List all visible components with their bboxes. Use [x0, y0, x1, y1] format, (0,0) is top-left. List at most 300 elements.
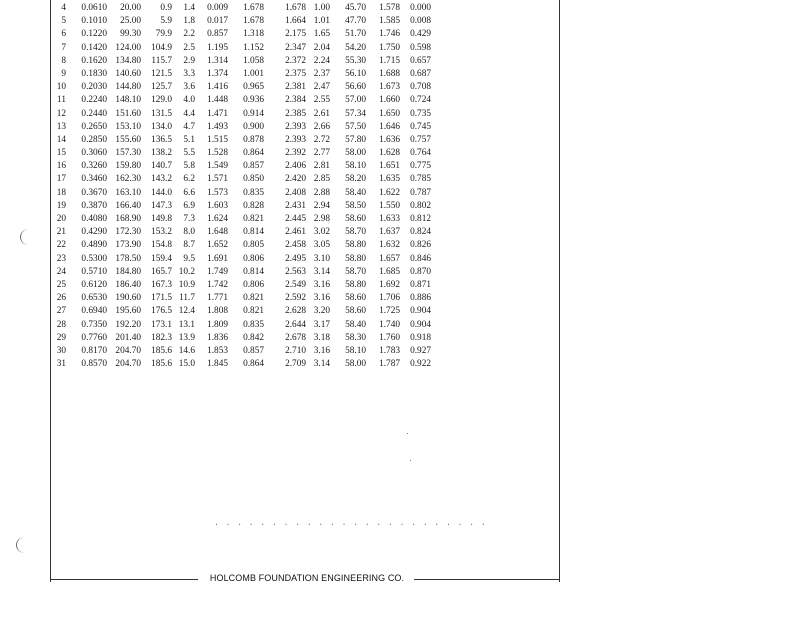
table-cell: 3.16	[313, 345, 330, 356]
table-cell: 0.708	[410, 82, 431, 93]
table-cell: 121.5	[151, 68, 172, 79]
table-cell: 0.1420	[81, 42, 107, 53]
table-cell: 0.846	[410, 253, 431, 264]
table-cell: 2.381	[285, 82, 306, 93]
table-cell: 2.175	[285, 29, 306, 40]
table-cell: 0.828	[243, 200, 264, 211]
table-cell: 1.195	[207, 42, 228, 53]
table-cell: 1.688	[379, 68, 400, 79]
table-cell: 2.495	[285, 253, 306, 264]
table-cell: 27	[56, 306, 66, 317]
table-cell: 195.60	[115, 306, 141, 317]
table-cell: 31	[56, 359, 66, 370]
table-cell: 58.60	[345, 293, 366, 304]
table-cell: 1.664	[285, 16, 306, 27]
table-cell: 144.0	[151, 187, 172, 198]
table-cell: 0.824	[410, 227, 431, 238]
table-cell: 2.37	[313, 68, 330, 79]
table-cell: 45.70	[345, 3, 366, 13]
table-cell: 20	[56, 214, 66, 224]
table-cell: 0.3060	[81, 148, 107, 159]
table-cell: 0.764	[410, 148, 431, 159]
table-cell: 1.637	[379, 227, 400, 238]
table-row	[60, 42, 500, 55]
table-cell: 134.0	[151, 121, 172, 132]
table-cell: 3.14	[313, 359, 330, 370]
table-cell: 8.7	[183, 240, 195, 251]
table-cell: 47.70	[345, 16, 366, 27]
table-cell: 124.00	[115, 42, 141, 53]
table-cell: 1.4	[183, 3, 195, 13]
table-cell: 125.7	[151, 82, 172, 93]
table-cell: 1.493	[207, 121, 228, 132]
table-cell: 0.4890	[81, 240, 107, 251]
company-footer-label: HOLCOMB FOUNDATION ENGINEERING CO.	[203, 573, 411, 584]
table-cell: 0.826	[410, 240, 431, 251]
table-row	[56, 121, 500, 134]
table-cell: 0.842	[243, 332, 264, 343]
table-cell: 140.60	[115, 68, 141, 79]
table-cell: 0.871	[410, 279, 431, 290]
table-cell: 134.80	[115, 55, 141, 66]
table-cell: 58.70	[345, 266, 366, 277]
table-cell: 51.70	[345, 29, 366, 40]
table-row	[57, 94, 500, 107]
table-row	[56, 160, 500, 173]
table-cell: 1.673	[379, 82, 400, 93]
table-cell: 2.393	[285, 121, 306, 132]
table-cell: 6.6	[183, 187, 195, 198]
table-cell: 99.30	[120, 29, 141, 40]
table-cell: 154.8	[151, 240, 172, 251]
table-cell: 1.809	[207, 319, 228, 330]
table-cell: 4	[61, 3, 66, 13]
table-cell: 2.710	[285, 345, 306, 356]
table-row	[60, 15, 500, 28]
table-cell: 1.622	[379, 187, 400, 198]
table-cell: 1.571	[207, 174, 228, 185]
table-cell: 0.7760	[81, 332, 107, 343]
table-cell: 1.448	[207, 95, 228, 106]
table-cell: 3.3	[183, 68, 195, 79]
table-cell: 173.90	[115, 240, 141, 251]
table-row	[56, 213, 500, 226]
table-cell: 0.745	[410, 121, 431, 132]
table-cell: 3.18	[313, 332, 330, 343]
table-cell: 5.9	[160, 16, 172, 27]
table-cell: 185.6	[151, 359, 172, 370]
table-cell: 0.821	[243, 214, 264, 224]
table-cell: 0.878	[243, 134, 264, 145]
table-cell: 192.20	[115, 319, 141, 330]
table-cell: 0.735	[410, 108, 431, 119]
table-cell: 0.5300	[81, 253, 107, 264]
table-cell: 178.50	[115, 253, 141, 264]
table-cell: 0.965	[243, 82, 264, 93]
table-cell: 104.9	[151, 42, 172, 53]
table-cell: 1.416	[207, 82, 228, 93]
table-cell: 1.742	[207, 279, 228, 290]
table-cell: 58.40	[345, 187, 366, 198]
scan-speck	[407, 433, 408, 434]
table-row	[56, 292, 500, 305]
table-cell: 17	[56, 174, 66, 185]
table-cell: 0.3670	[81, 187, 107, 198]
table-cell: 0.850	[243, 174, 264, 185]
table-cell: 2.04	[313, 42, 330, 53]
table-cell: 140.7	[151, 161, 172, 172]
table-cell: 0.864	[243, 148, 264, 159]
table-row	[56, 147, 500, 160]
table-cell: 1.678	[243, 3, 264, 13]
table-cell: 0.904	[410, 306, 431, 317]
table-cell: 1.549	[207, 161, 228, 172]
table-row	[56, 279, 500, 292]
table-row	[56, 81, 500, 94]
table-cell: 14.6	[178, 345, 195, 356]
table-cell: 1.01	[313, 16, 330, 27]
table-cell: 1.314	[207, 55, 228, 66]
table-cell: 58.10	[345, 161, 366, 172]
table-cell: 13.9	[178, 332, 195, 343]
table-cell: 115.7	[151, 55, 172, 66]
table-cell: 1.65	[313, 29, 330, 40]
table-cell: 171.5	[151, 293, 172, 304]
right-border-line	[559, 0, 560, 582]
table-row	[56, 226, 500, 239]
table-cell: 1.749	[207, 266, 228, 277]
table-cell: 0.787	[410, 187, 431, 198]
scan-dot-artifacts: . . . . . . . . . . . . . . . . . . . . . . . .	[214, 519, 487, 528]
table-cell: 1.152	[243, 42, 264, 53]
table-cell: 0.2440	[81, 108, 107, 119]
table-cell: 0.857	[207, 29, 228, 40]
table-cell: 0.1830	[81, 68, 107, 79]
table-cell: 184.80	[115, 266, 141, 277]
table-cell: 2.461	[285, 227, 306, 238]
table-cell: 1.318	[243, 29, 264, 40]
table-cell: 58.10	[345, 345, 366, 356]
table-cell: 1.845	[207, 359, 228, 370]
table-cell: 3.16	[313, 279, 330, 290]
table-row	[60, 28, 500, 41]
table-cell: 2.72	[313, 134, 330, 145]
table-cell: 2.85	[313, 174, 330, 185]
table-cell: 185.6	[151, 345, 172, 356]
table-cell: 0.806	[243, 253, 264, 264]
table-cell: 1.603	[207, 200, 228, 211]
table-cell: 2.5	[183, 42, 195, 53]
table-cell: 1.685	[379, 266, 400, 277]
table-cell: 131.5	[151, 108, 172, 119]
table-row	[56, 358, 500, 371]
table-cell: 0.724	[410, 95, 431, 106]
table-cell: 1.515	[207, 134, 228, 145]
table-row	[56, 173, 500, 186]
table-cell: 1.706	[379, 293, 400, 304]
table-cell: 58.00	[345, 359, 366, 370]
table-cell: 0.2850	[81, 134, 107, 145]
table-cell: 1.783	[379, 345, 400, 356]
table-cell: 0.6940	[81, 306, 107, 317]
table-cell: 6	[61, 29, 66, 40]
table-cell: 0.5710	[81, 266, 107, 277]
table-cell: 2.88	[313, 187, 330, 198]
table-cell: 2.408	[285, 187, 306, 198]
table-cell: 1.836	[207, 332, 228, 343]
table-cell: 1.550	[379, 200, 400, 211]
table-cell: 10	[56, 82, 66, 93]
table-cell: 153.10	[115, 121, 141, 132]
table-cell: 25.00	[120, 16, 141, 27]
table-cell: 2.47	[313, 82, 330, 93]
table-cell: 136.5	[151, 134, 172, 145]
table-cell: 0.922	[410, 359, 431, 370]
table-cell: 0.4290	[81, 227, 107, 238]
table-cell: 2.445	[285, 214, 306, 224]
table-cell: 1.471	[207, 108, 228, 119]
table-row	[60, 68, 500, 81]
table-cell: 1.578	[379, 3, 400, 13]
table-cell: 0.2650	[81, 121, 107, 132]
table-cell: 173.1	[151, 319, 172, 330]
table-cell: 13.1	[178, 319, 195, 330]
table-cell: 23	[56, 253, 66, 264]
table-row	[56, 266, 500, 279]
table-cell: 1.740	[379, 319, 400, 330]
table-cell: 58.80	[345, 253, 366, 264]
table-row	[56, 319, 500, 332]
table-cell: 157.30	[115, 148, 141, 159]
left-border-line	[50, 0, 51, 582]
table-cell: 1.760	[379, 332, 400, 343]
table-cell: 0.687	[410, 68, 431, 79]
table-cell: 5.1	[183, 134, 195, 145]
table-cell: 2.709	[285, 359, 306, 370]
table-cell: 1.585	[379, 16, 400, 27]
table-cell: 1.657	[379, 253, 400, 264]
table-cell: 28	[56, 319, 66, 330]
table-cell: 143.2	[151, 174, 172, 185]
table-row	[56, 108, 500, 121]
table-cell: 204.70	[115, 345, 141, 356]
table-cell: 9.5	[183, 253, 195, 264]
table-cell: 55.30	[345, 55, 366, 66]
table-cell: 1.528	[207, 148, 228, 159]
table-cell: 0.886	[410, 293, 431, 304]
table-cell: 57.34	[345, 108, 366, 119]
table-cell: 0.1620	[81, 55, 107, 66]
table-cell: 0.4080	[81, 214, 107, 224]
table-cell: 0.918	[410, 332, 431, 343]
table-cell: 54.20	[345, 42, 366, 53]
table-row	[56, 239, 500, 252]
table-cell: 19	[56, 200, 66, 211]
table-cell: 8.0	[183, 227, 195, 238]
table-cell: 0.812	[410, 214, 431, 224]
table-cell: 0.927	[410, 345, 431, 356]
table-cell: 2.384	[285, 95, 306, 106]
table-cell: 155.60	[115, 134, 141, 145]
table-cell: 1.636	[379, 134, 400, 145]
table-cell: 2.420	[285, 174, 306, 185]
table-cell: 0.821	[243, 306, 264, 317]
table-cell: 0.1010	[81, 16, 107, 27]
table-cell: 2.678	[285, 332, 306, 343]
table-cell: 4.0	[183, 95, 195, 106]
table-cell: 1.650	[379, 108, 400, 119]
table-cell: 1.652	[207, 240, 228, 251]
table-cell: 144.80	[115, 82, 141, 93]
table-row	[56, 332, 500, 345]
table-cell: 20.00	[120, 3, 141, 13]
table-cell: 0.936	[243, 95, 264, 106]
table-cell: 2.61	[313, 108, 330, 119]
table-cell: 21	[56, 227, 66, 238]
table-cell: 26	[56, 293, 66, 304]
table-cell: 1.633	[379, 214, 400, 224]
table-cell: 0.785	[410, 174, 431, 185]
table-cell: 151.60	[115, 108, 141, 119]
table-cell: 0.2030	[81, 82, 107, 93]
table-cell: 24	[56, 266, 66, 277]
table-cell: 172.30	[115, 227, 141, 238]
table-cell: 6.9	[183, 200, 195, 211]
table-cell: 2.98	[313, 214, 330, 224]
table-cell: 0.657	[410, 55, 431, 66]
table-cell: 1.853	[207, 345, 228, 356]
table-cell: 1.692	[379, 279, 400, 290]
table-cell: 0.2240	[81, 95, 107, 106]
table-cell: 0.009	[207, 3, 228, 13]
table-cell: 58.60	[345, 306, 366, 317]
table-cell: 182.3	[151, 332, 172, 343]
table-cell: 1.746	[379, 29, 400, 40]
table-cell: 0.835	[243, 319, 264, 330]
table-cell: 0.857	[243, 345, 264, 356]
table-cell: 1.632	[379, 240, 400, 251]
table-cell: 1.678	[285, 3, 306, 13]
table-cell: 22	[56, 240, 66, 251]
table-cell: 2.406	[285, 161, 306, 172]
table-cell: 0.806	[243, 279, 264, 290]
table-cell: 0.3460	[81, 174, 107, 185]
table-cell: 3.05	[313, 240, 330, 251]
table-cell: 176.5	[151, 306, 172, 317]
table-cell: 190.60	[115, 293, 141, 304]
table-cell: 153.2	[151, 227, 172, 238]
table-cell: 204.70	[115, 359, 141, 370]
table-cell: 1.660	[379, 95, 400, 106]
table-cell: 0.821	[243, 293, 264, 304]
table-cell: 1.725	[379, 306, 400, 317]
table-cell: 15	[56, 148, 66, 159]
table-cell: 3.20	[313, 306, 330, 317]
footer-rule-left	[50, 579, 198, 580]
binder-hole-mark	[16, 537, 33, 553]
table-cell: 1.635	[379, 174, 400, 185]
table-cell: 2.24	[313, 55, 330, 66]
table-cell: 2.2	[183, 29, 195, 40]
table-cell: 58.40	[345, 319, 366, 330]
table-cell: 1.648	[207, 227, 228, 238]
table-cell: 4.7	[183, 121, 195, 132]
table-cell: 0.900	[243, 121, 264, 132]
table-cell: 58.70	[345, 227, 366, 238]
table-cell: 147.3	[151, 200, 172, 211]
table-cell: 2.592	[285, 293, 306, 304]
table-row	[56, 253, 500, 266]
table-cell: 9	[61, 68, 66, 79]
table-cell: 2.549	[285, 279, 306, 290]
table-cell: 0.8570	[81, 359, 107, 370]
table-cell: 58.30	[345, 332, 366, 343]
table-cell: 25	[56, 279, 66, 290]
table-cell: 0.914	[243, 108, 264, 119]
table-cell: 2.81	[313, 161, 330, 172]
table-cell: 2.9	[183, 55, 195, 66]
test-data-table	[56, 2, 500, 371]
table-cell: 149.8	[151, 214, 172, 224]
table-cell: 0.814	[243, 227, 264, 238]
table-cell: 14	[56, 134, 66, 145]
binder-hole-mark	[20, 229, 37, 245]
table-cell: 29	[56, 332, 66, 343]
table-cell: 2.77	[313, 148, 330, 159]
table-cell: 0.000	[410, 3, 431, 13]
footer-rule-right	[414, 579, 560, 580]
table-cell: 2.392	[285, 148, 306, 159]
table-cell: 6.2	[183, 174, 195, 185]
table-cell: 0.904	[410, 319, 431, 330]
table-cell: 129.0	[151, 95, 172, 106]
table-cell: 1.001	[243, 68, 264, 79]
table-cell: 0.1220	[81, 29, 107, 40]
table-cell: 1.771	[207, 293, 228, 304]
table-cell: 2.563	[285, 266, 306, 277]
table-cell: 186.40	[115, 279, 141, 290]
table-cell: 11.7	[179, 293, 195, 304]
table-row	[56, 187, 500, 200]
table-cell: 168.90	[115, 214, 141, 224]
table-cell: 10.9	[178, 279, 195, 290]
table-cell: 162.30	[115, 174, 141, 185]
table-cell: 2.393	[285, 134, 306, 145]
table-row	[56, 134, 500, 147]
table-cell: 57.80	[345, 134, 366, 145]
table-cell: 0.775	[410, 161, 431, 172]
table-cell: 2.385	[285, 108, 306, 119]
table-cell: 18	[56, 187, 66, 198]
table-cell: 3.02	[313, 227, 330, 238]
table-cell: 0.6120	[81, 279, 107, 290]
table-cell: 2.66	[313, 121, 330, 132]
table-cell: 167.3	[151, 279, 172, 290]
table-cell: 3.17	[313, 319, 330, 330]
table-cell: 2.347	[285, 42, 306, 53]
table-cell: 1.628	[379, 148, 400, 159]
table-cell: 1.750	[379, 42, 400, 53]
table-cell: 0.3870	[81, 200, 107, 211]
table-cell: 57.50	[345, 121, 366, 132]
table-cell: 2.55	[313, 95, 330, 106]
table-cell: 58.80	[345, 279, 366, 290]
table-cell: 2.644	[285, 319, 306, 330]
table-cell: 0.8170	[81, 345, 107, 356]
table-cell: 0.6530	[81, 293, 107, 304]
table-cell: 8	[61, 55, 66, 66]
scan-speck	[410, 460, 411, 461]
